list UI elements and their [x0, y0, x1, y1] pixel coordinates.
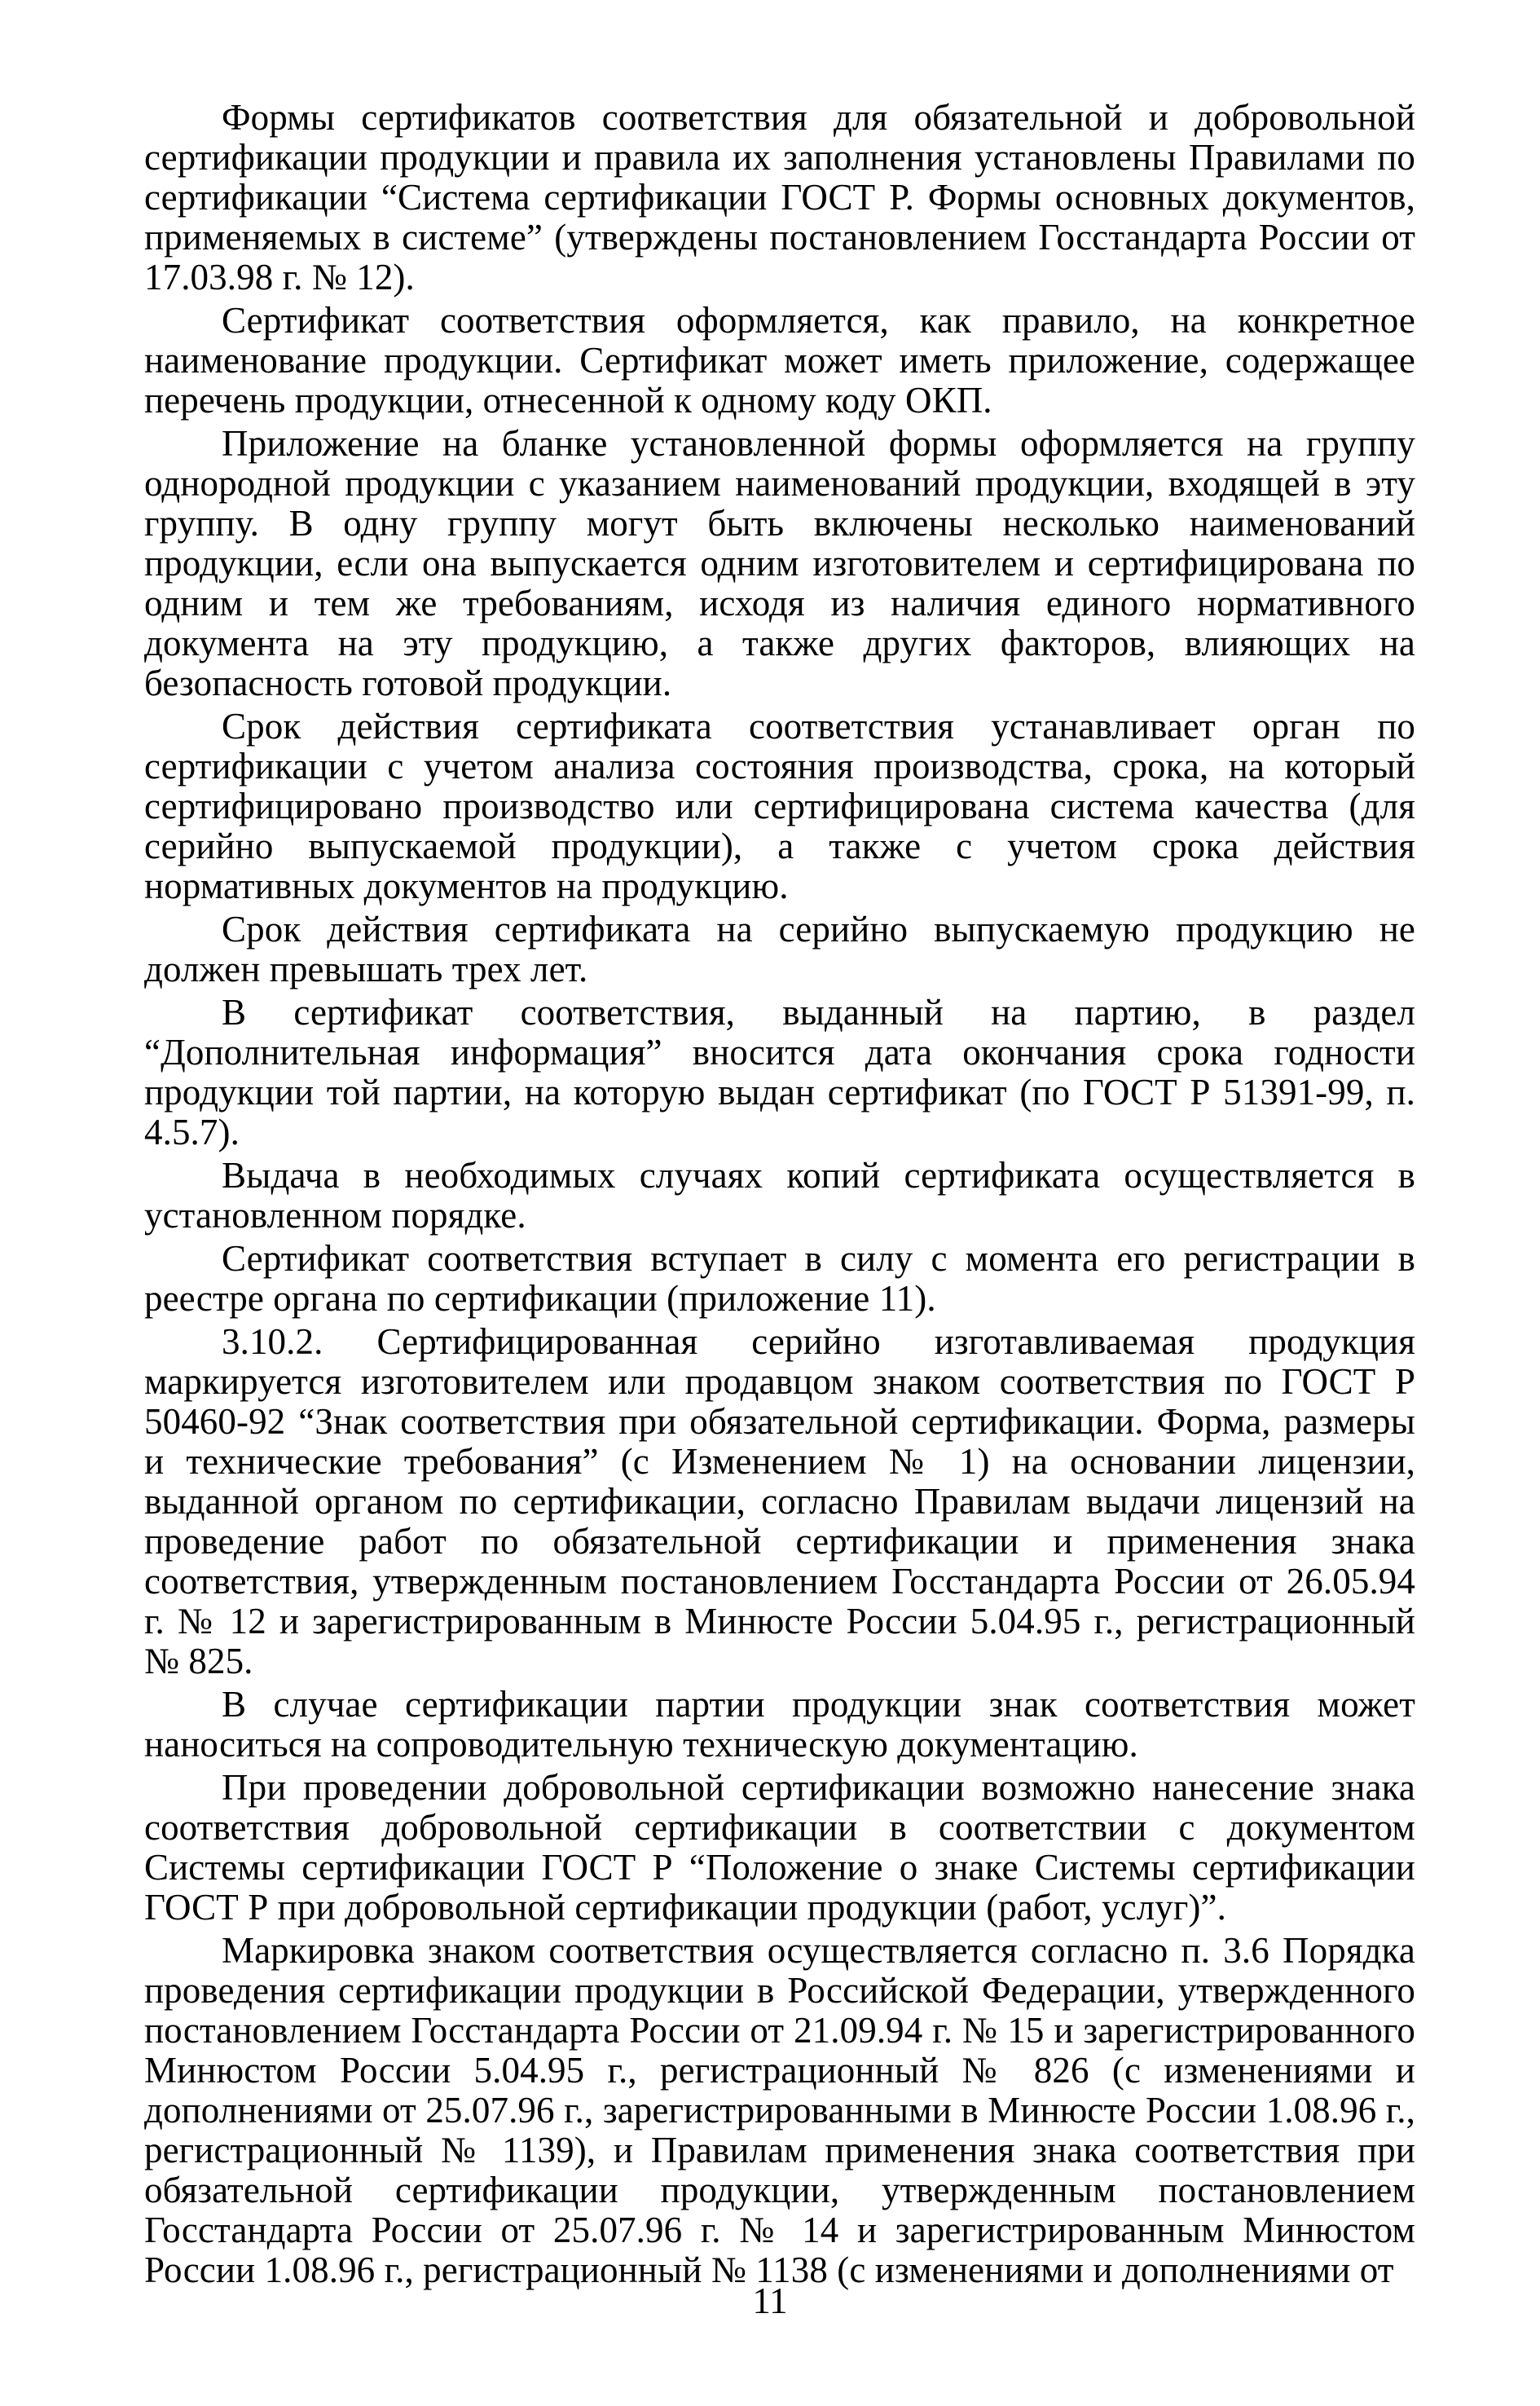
- paragraph-batch-marking: В случае сертификации партии продукции знак соответствия может наноситься на сопроводительную техническую документацию.: [144, 1684, 1415, 1765]
- paragraph-certificate-forms: Формы сертификатов соответствия для обязательной и добровольной сертификации продукции и правила их заполнения установлены Правилами по сертификации “Система сертификации ГОСТ Р. Формы основных документов, применяемых в системе” (утверждены постановлением Госстандарта России от 17.03.98 г. № 12).: [144, 97, 1415, 297]
- paragraph-validity-term: Срок действия сертификата соответствия устанавливает орган по сертификации с учетом анализа состояния производства, срока, на который сертифицировано производство или сертифицирована система качества (для серийно выпускаемой продукции), а также с учетом срока действия нормативных документов на продукцию.: [144, 706, 1415, 906]
- paragraph-3-10-2-marking: 3.10.2. Сертифицированная серийно изготавливаемая продукция маркируется изготовителем или продавцом знаком соответствия по ГОСТ Р 50460-92 “Знак соответствия при обязательной сертификации. Форма, размеры и технические требования” (с Изменением № 1) на основании лицензии, выданной органом по сертификации, согласно Правилам выдачи лицензий на проведение работ по обязательной сертификации и применения знака соответствия, утвержденным постановлением Госстандарта России от 26.05.94 г. № 12 и зарегистрированным в Минюсте России 5.04.95 г., регистрационный № 825.: [144, 1321, 1415, 1681]
- paragraph-batch-certificate: В сертификат соответствия, выданный на партию, в раздел “Дополнительная информация” вносится дата окончания срока годности продукции той партии, на которую выдан сертификат (по ГОСТ Р 51391-99, п. 4.5.7).: [144, 992, 1415, 1152]
- page-number: 11: [752, 2280, 788, 2321]
- paragraph-copies: Выдача в необходимых случаях копий сертификата осуществляется в установленном порядке.: [144, 1155, 1415, 1236]
- paragraph-effective-date: Сертификат соответствия вступает в силу с момента его регистрации в реестре органа по сертификации (приложение 11).: [144, 1238, 1415, 1319]
- body-text: [144, 98, 1415, 2294]
- paragraph-marking-procedure: Маркировка знаком соответствия осуществляется согласно п. 3.6 Порядка проведения сертификации продукции в Российской Федерации, утвержденного постановлением Госстандарта России от 21.09.94 г. № 15 и зарегистрированного Минюстом России 5.04.95 г., регистрационный № 826 (с изменениями и дополнениями от 25.07.96 г., зарегистрированными в Минюсте России 1.08.96 г., регистрационный № 1139), и Правилам применения знака соответствия при обязательной сертификации продукции, утвержденным постановлением Госстандарта России от 25.07.96 г. № 14 и зарегистрированным Минюстом России 1.08.96 г., регистрационный № 1138 (с изменениями и дополнениями от: [144, 1930, 1415, 2290]
- paragraph-voluntary-mark: При проведении добровольной сертификации возможно нанесение знака соответствия добровольной сертификации в соответствии с документом Системы сертификации ГОСТ Р “Положение о знаке Системы сертификации ГОСТ Р при добровольной сертификации продукции (работ, услуг)”.: [144, 1767, 1415, 1928]
- paragraph-validity-limit: Срок действия сертификата на серийно выпускаемую продукцию не должен превышать трех лет.: [144, 909, 1415, 989]
- paragraph-appendix-group: Приложение на бланке установленной формы оформляется на группу однородной продукции с указанием наименований продукции, входящей в эту группу. В одну группу могут быть включены несколько наименований продукции, если она выпускается одним изготовителем и сертифицирована по одним и тем же требованиям, исходя из наличия единого нормативного документа на эту продукцию, а также других факторов, влияющих на безопасность готовой продукции.: [144, 423, 1415, 703]
- paragraph-certificate-scope: Сертификат соответствия оформляется, как правило, на конкретное наименование продукции. Сертификат может иметь приложение, содержащее перечень продукции, отнесенной к одному коду ОКП.: [144, 300, 1415, 421]
